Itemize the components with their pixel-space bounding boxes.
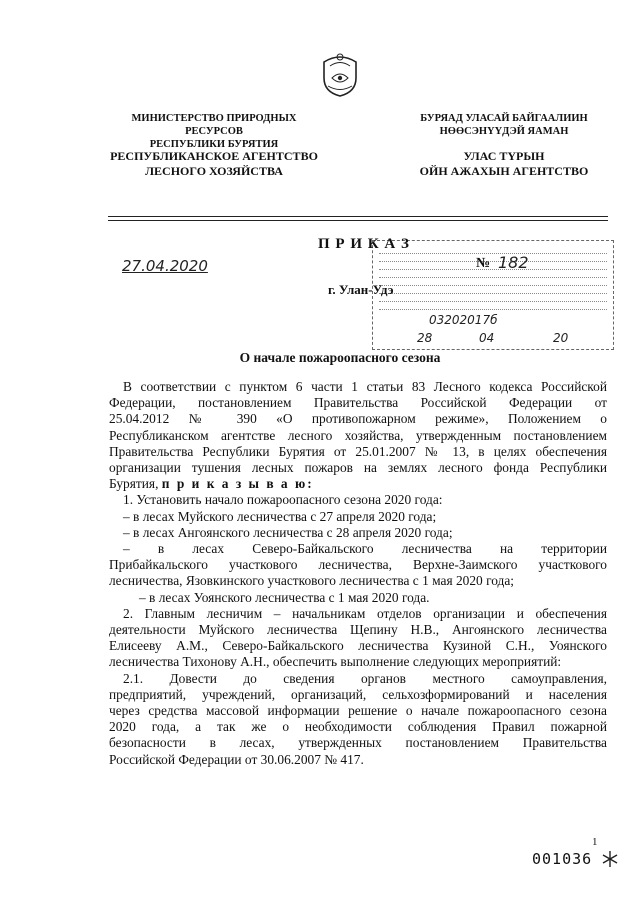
item-2-last: лесничества Тихонову А.Н., обеспечить выполнение следующих мероприятий:	[109, 654, 562, 670]
ministry-line-2: РЕСПУБЛИКИ БУРЯТИЯ	[149, 139, 279, 150]
order-subject: О начале пожароопасного сезона	[239, 350, 441, 365]
item-21-line: предприятий, учреждений, организаций, сельхозформирований и населения	[109, 686, 607, 702]
item-1c-line: – в лесах Северо-Байкальского лесничества на территории	[123, 541, 607, 557]
stamp-day: 28	[417, 331, 433, 345]
item-1c-last: лесничества, Язовкинского участкового лесничества с 1 мая 2020 года;	[109, 573, 515, 589]
item-1c-line: Прибайкальского участкового лесничества, Верхне-Заимского участкового	[109, 557, 607, 573]
document-serial: 001036	[532, 850, 593, 868]
order-number-sign: №	[476, 256, 491, 271]
registration-stamp	[372, 240, 614, 350]
item-2-line: 2. Главным лесничим – начальникам отделов организации и обеспечения	[123, 605, 607, 621]
agency-bua-line-1: УЛАС ТҮРЫН	[463, 149, 545, 163]
header-divider-double	[108, 220, 608, 221]
order-body	[109, 379, 607, 768]
item-1: 1. Установить начало пожароопасного сезона 2020 года:	[123, 492, 443, 508]
ministry-bua-line-1: БУРЯАД УЛАСАЙ БАЙГААЛИИН	[420, 113, 588, 124]
stamp-reg-number: 03202017б	[429, 313, 498, 327]
intro-line: В соответствии с пунктом 6 части 1 статьи 83 Лесного кодекса Российской	[123, 379, 607, 394]
item-1b: – в лесах Ангоянского лесничества с 28 апреля 2020 года;	[123, 524, 453, 540]
item-21-line: через средства массовой информации решение о начале пожароопасного сезона	[109, 703, 607, 719]
order-city: г. Улан-Удэ	[328, 282, 394, 297]
order-number: 182	[498, 253, 529, 272]
order-date: 27.04.2020	[122, 257, 208, 275]
agency-line-1: РЕСПУБЛИКАНСКОЕ АГЕНТСТВО	[110, 149, 318, 163]
coat-of-arms-emblem-icon	[320, 48, 360, 98]
agency-bua-line-2: ОЙН АЖАХЫН АГЕНТСТВО	[419, 164, 589, 178]
intro-line: 25.04.2012 № 390 «О противопожарном режиме», Положением о	[109, 411, 607, 427]
order-title: П Р И К А З	[318, 236, 410, 252]
item-2-line: деятельности Муйского лесничества Щепину Н.В., Ангоянского лесничества	[109, 622, 607, 638]
item-21-line: 2020 года, а так же о необходимости соблюдения Правил пожарной	[109, 719, 607, 735]
intro-line: Федерации, постановлением Правительства Российской Федерации от	[109, 395, 607, 411]
item-2-line: Елисееву А.М., Северо-Байкальского лесничества Кузиной С.Н., Уоянского	[109, 638, 607, 654]
intro-last-text: Бурятия,	[109, 476, 159, 492]
agency-name-ru	[108, 149, 320, 179]
snowflake-mark-icon	[600, 848, 620, 870]
page-number: 1	[592, 836, 598, 848]
item-21-line: 2.1. Довести до сведения органов местного самоуправления,	[123, 670, 607, 686]
stamp-month: 04	[479, 331, 495, 345]
item-1d: – в лесах Уоянского лесничества с 1 мая 2020 года.	[139, 589, 430, 605]
ministry-name-ru	[108, 112, 320, 151]
agency-line-2: ЛЕСНОГО ХОЗЯЙСТВА	[145, 164, 283, 178]
item-21-line: безопасности в лесах, утвержденных постановлением Правительства	[109, 735, 607, 751]
ministry-line-1: МИНИСТЕРСТВО ПРИРОДНЫХ РЕСУРСОВ	[131, 113, 297, 137]
ministry-name-bua	[400, 112, 608, 138]
header-divider	[108, 216, 608, 217]
agency-name-bua	[400, 149, 608, 179]
ministry-bua-line-2: НӨӨСЭНҮҮДЭЙ ЯАМАН	[439, 126, 569, 137]
intro-line: Республиканском агентстве лесного хозяйства, утвержденным постановлением	[109, 427, 607, 443]
intro-line: организации тушения лесных пожаров на землях лесного фонда Республики	[109, 460, 607, 476]
intro-line: Правительства Республики Бурятия от 25.01.2007 № 13, в целях обеспечения	[109, 443, 607, 459]
order-word: п р и к а з ы в а ю:	[161, 476, 314, 492]
item-21-last: Российской Федерации от 30.06.2007 № 417.	[109, 751, 364, 767]
stamp-year: 20	[553, 331, 569, 345]
intro-last-line	[109, 476, 607, 492]
item-1a: – в лесах Муйского лесничества с 27 апреля 2020 года;	[123, 508, 437, 524]
